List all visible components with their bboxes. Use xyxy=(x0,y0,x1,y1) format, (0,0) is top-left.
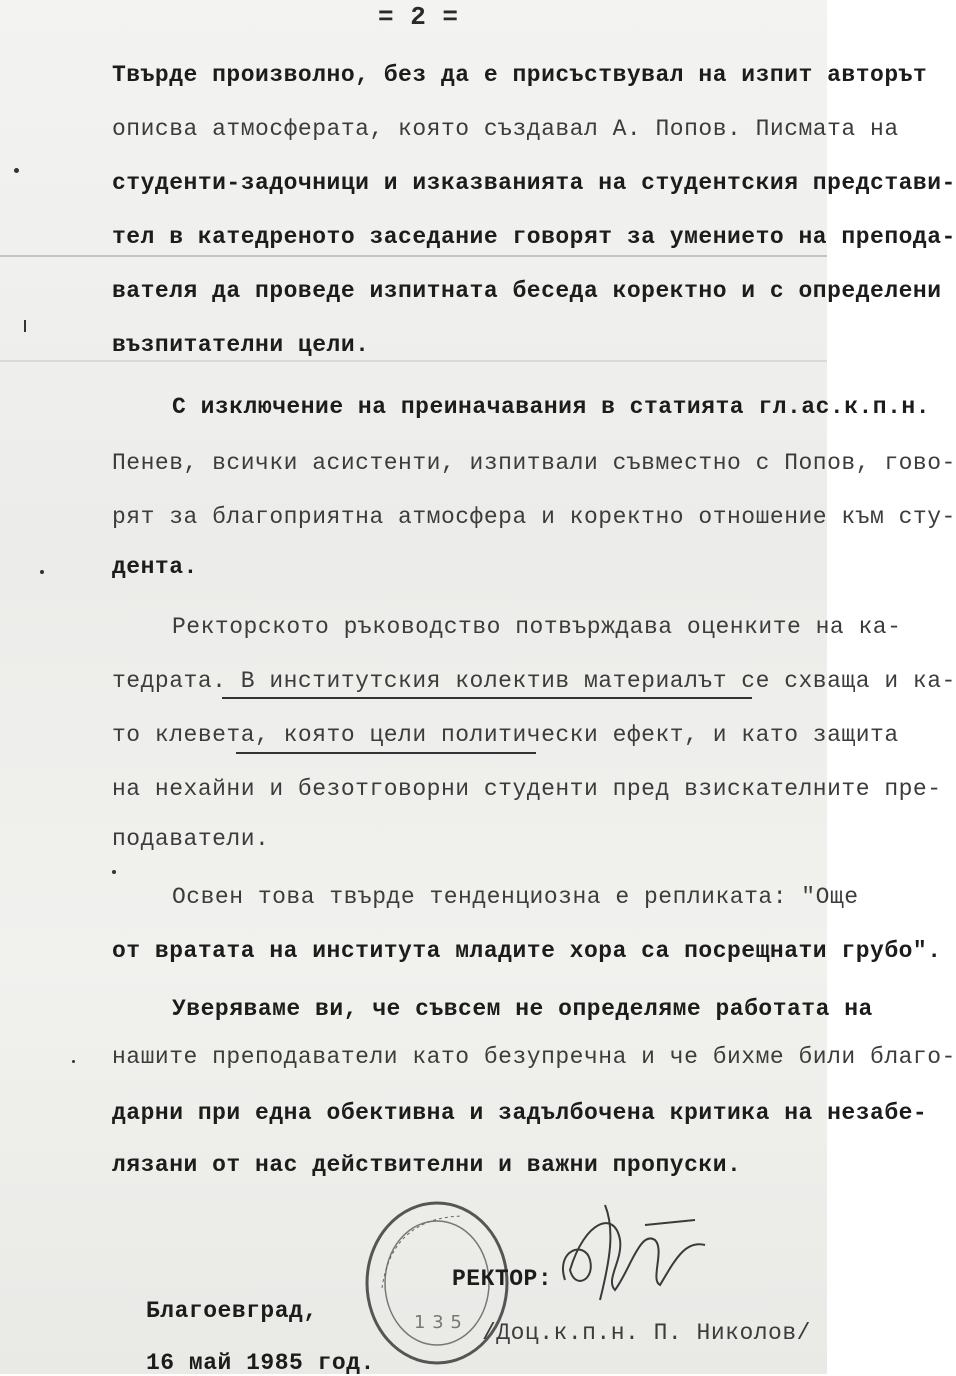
rector-name: /Доц.к.п.н. П. Николов/ xyxy=(482,1320,811,1346)
handwritten-signature xyxy=(545,1200,725,1310)
text-line: дарни при една обективна и задълбочена критика на незабе- xyxy=(112,1100,928,1126)
date: 16 май 1985 год. xyxy=(146,1350,375,1376)
text-line: Ректорското ръководство потвърждава оценките на ка- xyxy=(172,614,902,640)
text-line: то клевета, която цели политически ефект, и като защита xyxy=(112,722,899,748)
scan-speck xyxy=(24,320,26,332)
underline xyxy=(222,697,752,699)
text-line: Твърде произволно, без да е присъствувал на изпит авторът xyxy=(112,62,928,88)
text-line: дента. xyxy=(112,554,198,580)
text-line: вателя да проведе изпитната беседа коректно и с определени xyxy=(112,278,942,304)
rector-title: РЕКТОР: xyxy=(452,1266,553,1292)
scan-speck xyxy=(14,168,19,173)
text-line: нашите преподаватели като безупречна и че бихме били благо- xyxy=(112,1044,956,1070)
text-line: Уверяваме ви, че съвсем не определяме работата на xyxy=(172,996,873,1022)
text-line: студенти-задочници и изказванията на студентския представи- xyxy=(112,170,956,196)
text-line: Освен това твърде тенденциозна е репликата: "Още xyxy=(172,884,859,910)
paper-fold-line xyxy=(0,255,827,257)
text-line: възпитателни цели. xyxy=(112,332,370,358)
text-line: С изключение на преиначавания в статията гл.ас.к.п.н. xyxy=(172,394,931,420)
text-line: рят за благоприятна атмосфера и коректно отношение към сту- xyxy=(112,504,956,530)
scan-speck xyxy=(40,570,44,574)
underline xyxy=(236,752,536,754)
text-line: подаватели. xyxy=(112,826,270,852)
text-line: от вратата на института младите хора са посрещнати грубо". xyxy=(112,938,942,964)
text-line: лязани от нас действителни и важни пропуски. xyxy=(112,1152,742,1178)
text-line: описва атмосферата, която създавал А. Попов. Писмата на xyxy=(112,116,899,142)
place: Благоевград, xyxy=(146,1298,318,1324)
text-line: Пенев, всички асистенти, изпитвали съвместно с Попов, гово- xyxy=(112,450,956,476)
svg-text:1 3 5: 1 3 5 xyxy=(414,1312,463,1333)
text-line: тедрата. В институтския колектив материалът се схваща и ка- xyxy=(112,668,956,694)
paper-fold-line xyxy=(0,360,827,362)
scan-speck xyxy=(112,870,116,874)
text-line: на нехайни и безотговорни студенти пред взискателните пре- xyxy=(112,776,942,802)
scan-speck xyxy=(72,1060,75,1063)
text-line: тел в катедреното заседание говорят за умението на препода- xyxy=(112,224,956,250)
page-number: = 2 = xyxy=(378,2,459,32)
